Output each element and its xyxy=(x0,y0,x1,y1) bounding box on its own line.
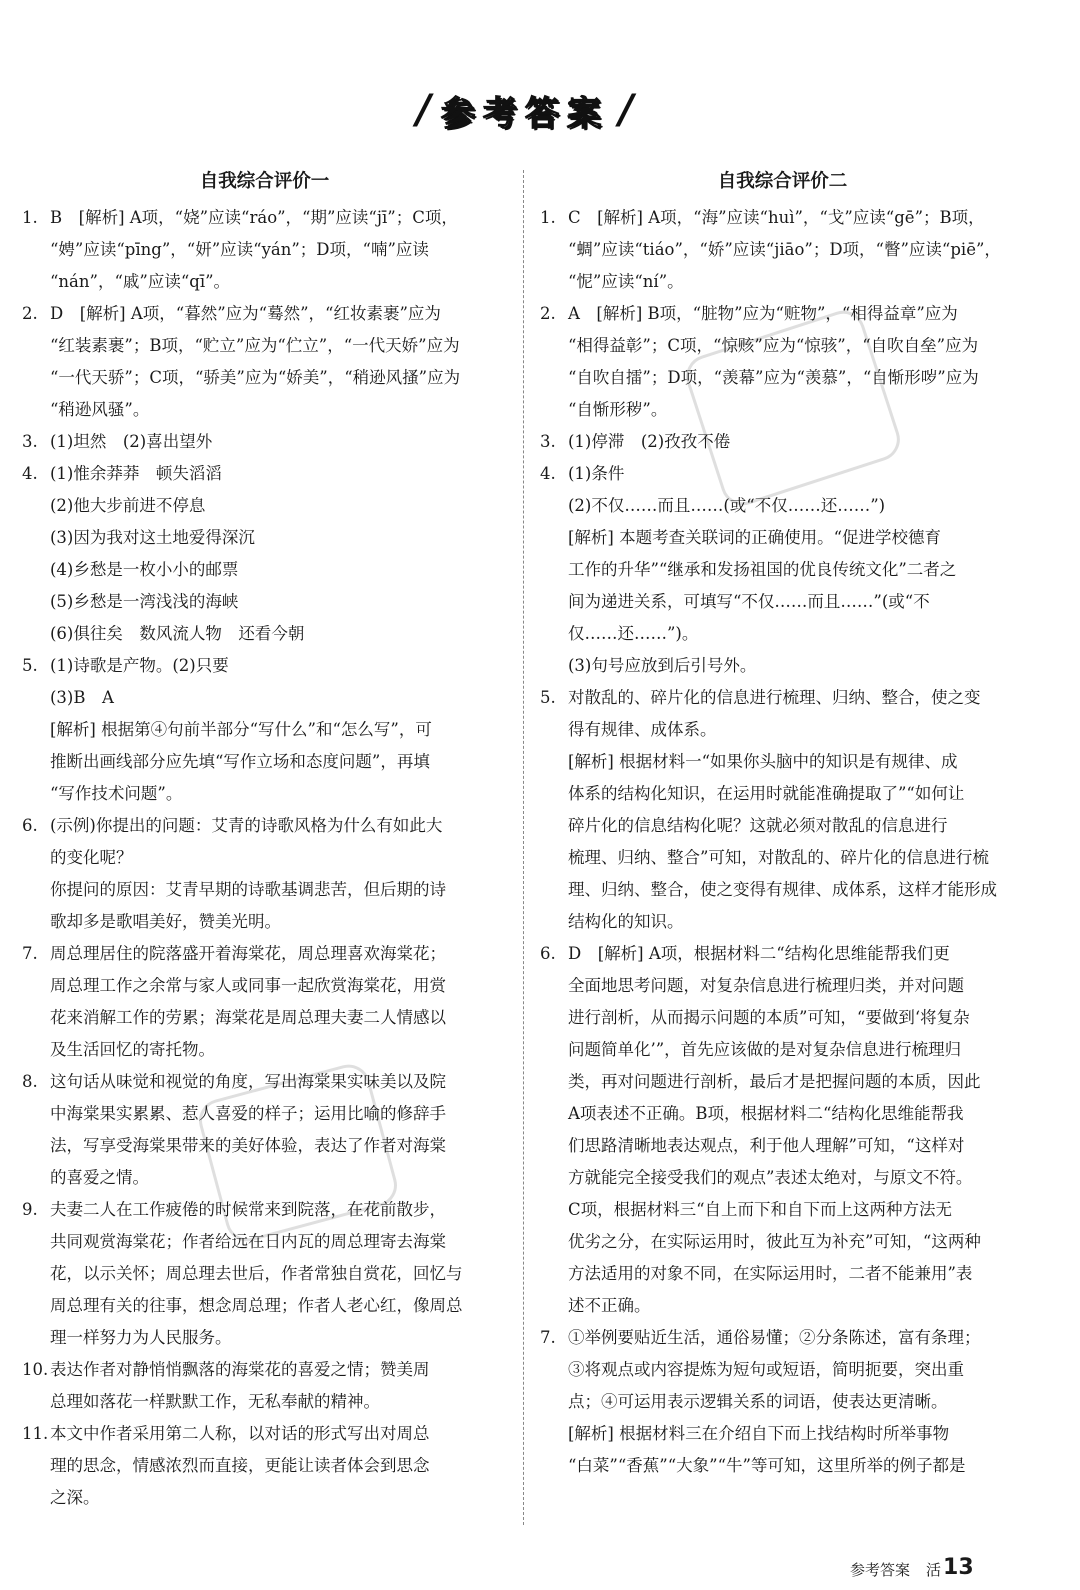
banner-slash-left: / xyxy=(416,87,431,133)
answer-line: 方法适用的对象不同，在实际运用时，二者不能兼用”表 xyxy=(568,1264,973,1283)
answer-line: 这句话从味觉和视觉的角度，写出海棠果实味美以及院 xyxy=(50,1072,446,1091)
answer-line: (1)惟余莽莽 顿失滔滔 xyxy=(50,464,222,483)
answer-line: ③将观点或内容提炼为短句或短语，简明扼要，突出重 xyxy=(568,1360,964,1379)
answer-number: 2. xyxy=(540,304,556,323)
answer-item xyxy=(540,298,1025,426)
answer-line: 共同观赏海棠花；作者给远在日内瓦的周总理寄去海棠 xyxy=(50,1232,446,1251)
answer-line: (3)句号应放到后引号外。 xyxy=(568,656,757,675)
answer-line: 花，以示关怀；周总理去世后，作者常独自赏花，回忆与 xyxy=(50,1264,463,1283)
answer-line: 总理如落花一样默默工作，无私奉献的精神。 xyxy=(50,1392,380,1411)
answer-item xyxy=(22,650,507,810)
answer-item xyxy=(22,1066,507,1194)
answer-line: “红装素裹”；B项，“贮立”应为“伫立”，“一代天娇”应为 xyxy=(50,336,460,355)
answer-line: 结构化的知识。 xyxy=(568,912,684,931)
answer-list xyxy=(540,202,1025,1482)
answer-line: “自惭形秽”。 xyxy=(568,400,668,419)
answer-line: 花来消解工作的劳累；海棠花是周总理夫妻二人情感以 xyxy=(50,1008,446,1027)
banner-title: 参考答案 xyxy=(441,93,609,134)
answer-number: 4. xyxy=(540,464,556,483)
answer-item xyxy=(540,1322,1025,1482)
answer-line: (3)B A xyxy=(50,688,114,707)
answer-number: 1. xyxy=(22,208,38,227)
answer-line: 理的思念，情感浓烈而直接，更能让读者体会到思念 xyxy=(50,1456,430,1475)
answer-item xyxy=(22,938,507,1066)
answer-line: “自吹自擂”；D项，“羡幕”应为“羡慕”，“自惭形哕”应为 xyxy=(568,368,979,387)
answer-item xyxy=(22,298,507,426)
answer-line: (5)乡愁是一湾浅浅的海峡 xyxy=(50,592,239,611)
answer-line: 对散乱的、碎片化的信息进行梳理、归纳、整合，使之变 xyxy=(568,688,981,707)
answer-line: B [解析] A项，“娆”应读“ráo”，“期”应读“jī”；C项， xyxy=(50,208,458,227)
answer-line: 之深。 xyxy=(50,1488,100,1507)
answer-list xyxy=(22,202,507,1514)
answer-line: ①举例要贴近生活，通俗易懂；②分条陈述，富有条理； xyxy=(568,1328,981,1347)
answer-line: 你提问的原因：艾青早期的诗歌基调悲苦，但后期的诗 xyxy=(50,880,446,899)
answer-number: 6. xyxy=(22,816,38,835)
footer-head: 活 xyxy=(926,1561,942,1579)
answer-number: 2. xyxy=(22,304,38,323)
answer-number: 6. xyxy=(540,944,556,963)
answer-item xyxy=(22,1418,507,1514)
answer-item xyxy=(22,1194,507,1354)
answer-line: “怩”应读“ní”。 xyxy=(568,272,684,291)
answer-line: 仅……还……”)。 xyxy=(568,624,699,643)
answer-line: “蜩”应读“tiáo”，“娇”应读“jiāo”；D项，“瞥”应读“piē”， xyxy=(568,240,1001,259)
footer-label: 参考答案 xyxy=(850,1561,911,1579)
banner-slash-right: / xyxy=(619,87,634,133)
left-column xyxy=(22,164,507,1514)
answer-line: (2)他大步前进不停息 xyxy=(50,496,206,515)
answer-line: 推断出画线部分应先填“写作立场和态度问题”，再填 xyxy=(50,752,430,771)
answer-line: 的喜爱之情。 xyxy=(50,1168,149,1187)
page-number: 13 xyxy=(943,1555,974,1580)
answer-line: 理、归纳、整合，使之变得有规律、成体系，这样才能形成 xyxy=(568,880,997,899)
answer-line: 间为递进关系，可填写“不仅……而且……”(或“不 xyxy=(568,592,930,611)
answer-line: (1)停滞 (2)孜孜不倦 xyxy=(568,432,731,451)
answer-line: 全面地思考问题，对复杂信息进行梳理归类，并对问题 xyxy=(568,976,964,995)
answer-number: 5. xyxy=(540,688,556,707)
answer-number: 3. xyxy=(22,432,38,451)
answer-line: “nán”，“戚”应读“qī”。 xyxy=(50,272,231,291)
answer-line: (2)不仅……而且……(或“不仅……还……”) xyxy=(568,496,886,515)
right-column xyxy=(540,164,1025,1482)
answer-line: 梳理、归纳、整合”可知，对散乱的、碎片化的信息进行梳 xyxy=(568,848,989,867)
answer-line: D [解析] A项，根据材料二“结构化思维能帮我们更 xyxy=(568,944,950,963)
answer-line: 周总理居住的院落盛开着海棠花，周总理喜欢海棠花； xyxy=(50,944,446,963)
answer-line: 优劣之分，在实际运用时，彼此互为补充”可知，“这两种 xyxy=(568,1232,981,1251)
answer-line: (4)乡愁是一枚小小的邮票 xyxy=(50,560,239,579)
answer-item xyxy=(540,202,1025,298)
answer-number: 8. xyxy=(22,1072,38,1091)
answer-number: 10. xyxy=(22,1360,49,1379)
answer-line: 周总理工作之余常与家人或同事一起欣赏海棠花，用赏 xyxy=(50,976,446,995)
answer-line: 法，写享受海棠果带来的美好体验，表达了作者对海棠 xyxy=(50,1136,446,1155)
answer-line: [解析] 根据材料一“如果你头脑中的知识是有规律、成 xyxy=(568,752,958,771)
answer-line: 理一样努力为人民服务。 xyxy=(50,1328,232,1347)
answer-line: [解析] 根据第④句前半部分“写什么”和“怎么写”，可 xyxy=(50,720,432,739)
column-divider xyxy=(523,170,525,1525)
answer-line: (示例)你提出的问题：艾青的诗歌风格为什么有如此大 xyxy=(50,816,443,835)
answer-number: 4. xyxy=(22,464,38,483)
answer-line: 得有规律、成体系。 xyxy=(568,720,717,739)
page-banner xyxy=(400,86,650,134)
answer-number: 11. xyxy=(22,1424,49,1443)
answer-line: 点；④可运用表示逻辑关系的词语，使表达更清晰。 xyxy=(568,1392,948,1411)
answer-line: 问题简单化’”，首先应该做的是对复杂信息进行梳理归 xyxy=(568,1040,962,1059)
answer-item xyxy=(540,682,1025,938)
answer-line: 们思路清晰地表达观点，利于他人理解”可知，“这样对 xyxy=(568,1136,965,1155)
answer-line: [解析] 本题考查关联词的正确使用。“促进学校德育 xyxy=(568,528,942,547)
answer-line: (1)诗歌是产物。(2)只要 xyxy=(50,656,229,675)
answer-line: 方就能完全接受我们的观点”表述太绝对，与原文不符。 xyxy=(568,1168,973,1187)
answer-line: 本文中作者采用第二人称，以对话的形式写出对周总 xyxy=(50,1424,430,1443)
answer-line: 进行剖析，从而揭示问题的本质”可知，“要做到‘将复杂 xyxy=(568,1008,970,1027)
answer-line: A项表述不正确。B项，根据材料二“结构化思维能帮我 xyxy=(568,1104,964,1123)
answer-item xyxy=(22,458,507,650)
answer-line: C [解析] A项，“海”应读“huì”，“戈”应读“gē”；B项， xyxy=(568,208,985,227)
answer-line: “白菜”“香蕉”“大象”“牛”等可知，这里所举的例子都是 xyxy=(568,1456,966,1475)
section-title: 自我综合评价二 xyxy=(717,171,848,192)
answer-line: 工作的升华”“继承和发扬祖国的优良传统文化”二者之 xyxy=(568,560,957,579)
answer-line: “相得益彰”；C项，“惊赅”应为“惊骇”，“自吹自垒”应为 xyxy=(568,336,979,355)
answer-line: 歌却多是歌唱美好，赞美光明。 xyxy=(50,912,281,931)
answer-line: 述不正确。 xyxy=(568,1296,651,1315)
answer-line: 周总理有关的往事，想念周总理；作者人老心红，像周总 xyxy=(50,1296,463,1315)
answer-number: 7. xyxy=(540,1328,556,1347)
answer-line: (1)条件 xyxy=(568,464,625,483)
answer-line: “一代天骄”；C项，“骄美”应为“娇美”，“稍逊风搔”应为 xyxy=(50,368,461,387)
answer-item xyxy=(22,202,507,298)
answer-number: 1. xyxy=(540,208,556,227)
section-title: 自我综合评价一 xyxy=(199,171,330,192)
answer-item xyxy=(540,426,1025,458)
answer-line: [解析] 根据材料三在介绍自下而上找结构时所举事物 xyxy=(568,1424,950,1443)
answer-number: 7. xyxy=(22,944,38,963)
answer-number: 3. xyxy=(540,432,556,451)
answer-line: “稍逊风骚”。 xyxy=(50,400,150,419)
answer-item xyxy=(22,1354,507,1418)
page-footer xyxy=(850,1540,974,1580)
answer-line: “娉”应读“pīng”，“妍”应读“yán”；D项，“喃”应读 xyxy=(50,240,429,259)
answer-item xyxy=(540,938,1025,1322)
answer-item xyxy=(540,458,1025,682)
answer-line: 的变化呢？ xyxy=(50,848,133,867)
answer-line: (6)俱往矣 数风流人物 还看今朝 xyxy=(50,624,305,643)
answer-line: D [解析] A项，“暮然”应为“蓦然”，“红妆素裹”应为 xyxy=(50,304,441,323)
answer-item xyxy=(22,810,507,938)
answer-line: (1)坦然 (2)喜出望外 xyxy=(50,432,213,451)
answer-line: 体系的结构化知识，在运用时就能准确提取了”“如何让 xyxy=(568,784,965,803)
answer-number: 5. xyxy=(22,656,38,675)
answer-line: (3)因为我对这土地爱得深沉 xyxy=(50,528,255,547)
answer-line: 表达作者对静悄悄飘落的海棠花的喜爱之情；赞美周 xyxy=(50,1360,430,1379)
answer-line: C项，根据材料三“自上而下和自下而上这两种方法无 xyxy=(568,1200,953,1219)
answer-line: A [解析] B项，“脏物”应为“赃物”，“相得益章”应为 xyxy=(568,304,958,323)
answer-line: 类，再对问题进行剖析，最后才是把握问题的本质，因此 xyxy=(568,1072,981,1091)
answer-line: 及生活回忆的寄托物。 xyxy=(50,1040,215,1059)
answer-item xyxy=(22,426,507,458)
answer-line: 碎片化的信息结构化呢？这就必须对散乱的信息进行 xyxy=(568,816,948,835)
answer-line: 中海棠果实累累、惹人喜爱的样子；运用比喻的修辞手 xyxy=(50,1104,446,1123)
answer-line: 夫妻二人在工作疲倦的时候常来到院落，在花前散步， xyxy=(50,1200,446,1219)
answer-line: “写作技术问题”。 xyxy=(50,784,183,803)
answer-number: 9. xyxy=(22,1200,38,1219)
